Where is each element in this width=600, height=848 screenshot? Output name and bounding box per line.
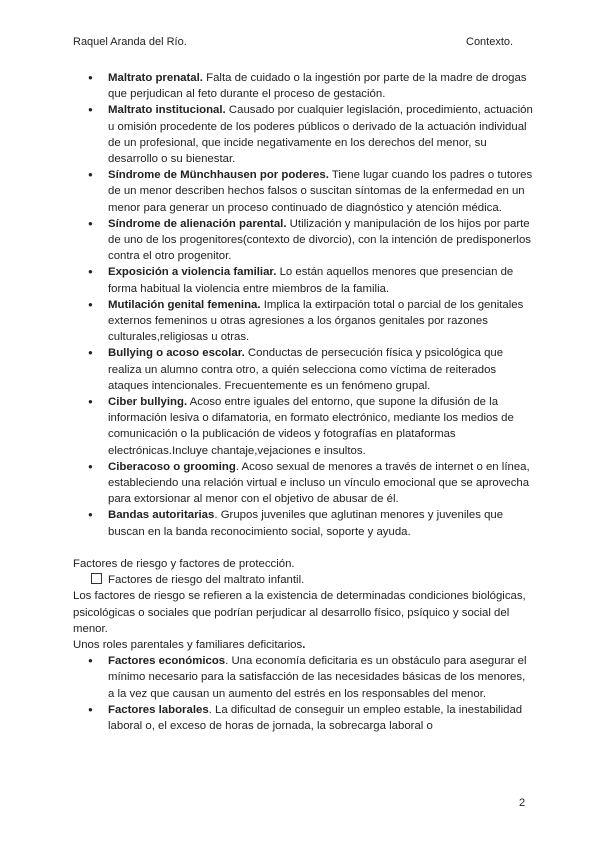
- item-term: Maltrato prenatal.: [108, 72, 203, 84]
- checkbox-label: Factores de riesgo del maltrato infantil.: [108, 574, 305, 587]
- item-text: Conductas de persecución física y psicológica que realiza un alumno contra otro, a quién selecciona como víctima de reiterados ataques intencionales. Frecuentemente es un fenómeno grupal.: [108, 347, 504, 392]
- list-item: [73, 167, 533, 216]
- item-text: Implica la extirpación total o parcial de los genitales externos femeninos u otras agresiones a los órganos genitales por razones culturales,religiosas u otras.: [108, 298, 524, 344]
- roles-dot: .: [302, 638, 306, 651]
- item-term: Bullying o acoso escolar.: [108, 347, 245, 360]
- checkbox-line: [73, 572, 533, 588]
- item-text: Utilización y manipulación de los hijos por parte de uno de los progenitores(contexto de divorcio), con la intención de predisponerlos contra el otro progenitor.: [108, 217, 531, 263]
- document-body: [73, 70, 533, 734]
- list-item: [73, 394, 533, 459]
- item-text: . La dificultad de conseguir un empleo estable, la inestabilidad laboral o, el exceso de horas de jornada, la sobrecarga laboral o: [108, 703, 523, 732]
- list-item: [73, 702, 533, 734]
- roles-line: [73, 637, 533, 653]
- list-item: [73, 345, 533, 394]
- abuse-types-list: [73, 70, 533, 540]
- list-item: [73, 216, 533, 265]
- item-term: Bandas autoritarias: [108, 509, 215, 522]
- list-item: [73, 653, 533, 702]
- risk-factors-list: [73, 653, 533, 734]
- item-text: . Grupos juveniles que aglutinan menores y juveniles que buscan en la banda reconocimiento social, soporte y ayuda.: [108, 509, 504, 538]
- item-text: Acoso entre iguales del entorno, que supone la difusión de la información lesiva o difamatoria, en formato electrónico, mediante los medios de comunicación o la publicación de videos y fotografías en plataformas electrónicas.Incluye chantaje,vejaciones e insultos.: [108, 396, 514, 457]
- header-author: Raquel Aranda del Río.: [73, 36, 187, 48]
- list-item: [73, 70, 533, 102]
- item-term: Mutilación genital femenina.: [108, 298, 261, 311]
- list-item: [73, 264, 533, 296]
- item-text: . Acoso sexual de menores a través de internet o en línea, estableciendo una relación virtual e incluso un vínculo emocional que se aprovecha para extorsionar al menor con el objetivo de abusar de él.: [108, 460, 530, 506]
- item-text: Causado por cualquier legislación, procedimiento, actuación u omisión procedente de los poderes públicos o derivado de la actuación individual de un profesional, que incide negativamente en los derechos del menor, su desarrollo o su bienestar.: [108, 104, 533, 166]
- header-section: Contexto.: [466, 36, 514, 48]
- list-item: [73, 102, 533, 167]
- item-text: Tiene lugar cuando los padres o tutores de un menor describen hechos falsos o suscitan síntomas de la enfermedad en un menor para generar un proceso continuado de diagnóstico y atención médica.: [108, 169, 533, 214]
- item-term: Ciberacoso o grooming: [108, 460, 236, 473]
- item-term: Ciber bullying.: [108, 396, 188, 409]
- item-term: Exposición a violencia familiar.: [108, 266, 277, 279]
- section-heading: Factores de riesgo y factores de protección.: [73, 557, 295, 570]
- item-term: Maltrato institucional.: [108, 104, 226, 117]
- page-number: 2: [519, 797, 526, 809]
- item-text: . Una economía deficitaria es un obstáculo para asegurar el mínimo necesario para la satisfacción de las necesidades básicas de los menores, a la vez que causan un aumento del estrés en los responsables del menor.: [108, 655, 527, 700]
- roles-text: Unos roles parentales y familiares deficitarios: [73, 638, 303, 651]
- item-term: Síndrome de Münchhausen por poderes.: [108, 169, 329, 182]
- item-text: Lo están aquellos menores que presencian de forma habitual la violencia entre miembros de la familia.: [108, 266, 514, 295]
- risk-factors-paragraph: Los factores de riesgo se refieren a la existencia de determinadas condiciones biológicas, psicológicas o sociales que podrían perjudicar al desarrollo físico, psíquico y social del menor.: [73, 590, 526, 635]
- checkbox-icon: [91, 573, 102, 584]
- item-term: Factores laborales: [108, 703, 209, 716]
- list-item: [73, 459, 533, 508]
- item-term: Factores económicos: [108, 655, 226, 668]
- list-item: [73, 507, 533, 539]
- item-term: Síndrome de alienación parental.: [108, 217, 287, 230]
- list-item: [73, 297, 533, 346]
- item-text: Falta de cuidado o la ingestión por parte de la madre de drogas que perjudican al feto durante el proceso de gestación.: [108, 72, 527, 101]
